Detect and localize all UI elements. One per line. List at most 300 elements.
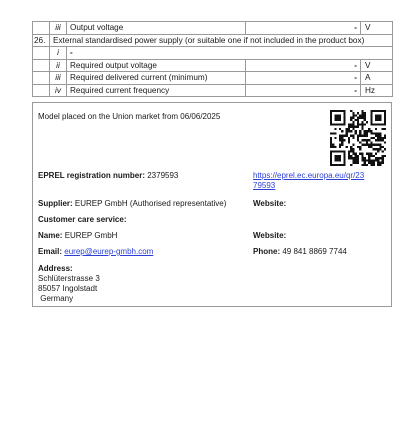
qr-module	[359, 141, 361, 143]
qr-module	[355, 114, 357, 116]
qr-module	[330, 150, 332, 152]
phone-value: 49 841 8869 7744	[282, 247, 347, 256]
qr-module	[377, 139, 379, 141]
qr-module	[373, 155, 375, 157]
supplier-row	[38, 199, 226, 209]
qr-module	[364, 119, 366, 121]
qr-module	[382, 128, 384, 130]
qr-module	[330, 164, 332, 166]
qr-module	[337, 110, 339, 112]
qr-module	[368, 159, 370, 161]
qr-module	[370, 110, 372, 112]
qr-module	[361, 164, 363, 166]
qr-module	[382, 146, 384, 148]
row-label: Required delivered current (minimum)	[67, 72, 246, 85]
qr-module	[348, 126, 350, 128]
phone-label: Phone:	[253, 247, 281, 256]
qr-module	[330, 146, 332, 148]
qr-module	[339, 144, 341, 146]
qr-module	[330, 159, 332, 161]
row-label: Required output voltage	[67, 59, 246, 72]
table-row	[33, 59, 393, 72]
qr-module	[357, 117, 359, 119]
row-number	[33, 47, 50, 60]
qr-module	[339, 114, 341, 116]
qr-module	[350, 126, 352, 128]
qr-module	[366, 159, 368, 161]
qr-module	[382, 137, 384, 139]
qr-module	[377, 132, 379, 134]
qr-module	[379, 157, 381, 159]
qr-module	[359, 135, 361, 137]
qr-module	[341, 139, 343, 141]
qr-module	[377, 148, 379, 150]
qr-module	[343, 123, 345, 125]
qr-module	[370, 141, 372, 143]
qr-module	[384, 128, 386, 130]
qr-module	[384, 137, 386, 139]
qr-module	[382, 157, 384, 159]
qr-module	[357, 135, 359, 137]
qr-module	[332, 123, 334, 125]
qr-module	[352, 114, 354, 116]
qr-module	[366, 130, 368, 132]
qr-module	[370, 162, 372, 164]
table-row	[33, 22, 393, 35]
qr-module	[384, 135, 386, 137]
qr-module	[382, 110, 384, 112]
qr-module	[375, 117, 377, 119]
qr-module	[348, 128, 350, 130]
row-subindex: ii	[50, 59, 67, 72]
qr-module	[366, 135, 368, 137]
qr-module	[352, 128, 354, 130]
qr-module	[375, 153, 377, 155]
qr-module	[361, 153, 363, 155]
qr-module	[379, 144, 381, 146]
qr-module	[384, 141, 386, 143]
qr-module	[361, 155, 363, 157]
supplier-info-box	[32, 102, 392, 307]
qr-module	[373, 110, 375, 112]
name-label: Name:	[38, 231, 63, 240]
row-subindex: iv	[50, 84, 67, 97]
qr-module	[373, 148, 375, 150]
qr-module	[368, 144, 370, 146]
qr-module	[334, 110, 336, 112]
qr-module	[350, 110, 352, 112]
qr-module	[346, 128, 348, 130]
qr-module	[350, 146, 352, 148]
qr-module	[355, 119, 357, 121]
qr-module	[370, 114, 372, 116]
qr-module	[343, 159, 345, 161]
qr-module	[339, 137, 341, 139]
qr-module	[357, 137, 359, 139]
qr-module	[370, 137, 372, 139]
qr-module	[359, 114, 361, 116]
address-label: Address:	[38, 264, 73, 273]
qr-module	[343, 150, 345, 152]
qr-module	[361, 114, 363, 116]
qr-module	[334, 146, 336, 148]
row-unit: Hz	[361, 84, 393, 97]
qr-module	[350, 164, 352, 166]
qr-module	[332, 146, 334, 148]
qr-module	[375, 114, 377, 116]
address-line: 85057 Ingolstadt	[38, 284, 98, 293]
qr-module	[330, 139, 332, 141]
row-value: -	[246, 84, 361, 97]
qr-module	[375, 148, 377, 150]
qr-module	[384, 110, 386, 112]
row-label: Required current frequency	[67, 84, 246, 97]
qr-module	[379, 135, 381, 137]
table-row	[33, 34, 393, 47]
qr-module	[384, 119, 386, 121]
qr-module	[355, 155, 357, 157]
qr-module	[373, 162, 375, 164]
qr-module	[359, 123, 361, 125]
qr-module	[368, 146, 370, 148]
qr-module	[377, 135, 379, 137]
qr-module	[352, 121, 354, 123]
row-value: -	[246, 72, 361, 85]
qr-module	[370, 153, 372, 155]
qr-module	[361, 112, 363, 114]
qr-module	[370, 123, 372, 125]
qr-module	[334, 157, 336, 159]
qr-module	[352, 159, 354, 161]
qr-module	[341, 144, 343, 146]
qr-module	[357, 112, 359, 114]
qr-module	[377, 159, 379, 161]
qr-module	[370, 130, 372, 132]
qr-module	[334, 119, 336, 121]
qr-module	[370, 132, 372, 134]
qr-module	[370, 112, 372, 114]
qr-module	[339, 150, 341, 152]
row-subindex: iii	[50, 22, 67, 35]
qr-module	[361, 157, 363, 159]
qr-module	[364, 144, 366, 146]
qr-module	[359, 132, 361, 134]
qr-module	[364, 157, 366, 159]
qr-module	[352, 135, 354, 137]
qr-module	[341, 110, 343, 112]
qr-module	[357, 123, 359, 125]
qr-module	[379, 132, 381, 134]
qr-module	[352, 148, 354, 150]
row-label: External standardised power supply (or suitable one if not included in the product box)	[50, 34, 393, 47]
qr-module	[337, 114, 339, 116]
qr-module	[341, 135, 343, 137]
qr-module	[375, 123, 377, 125]
qr-module	[382, 123, 384, 125]
table-row	[33, 84, 393, 97]
customer-care-heading: Customer care service:	[38, 215, 127, 224]
qr-module	[361, 135, 363, 137]
qr-module	[361, 128, 363, 130]
qr-module	[357, 162, 359, 164]
qr-module	[382, 139, 384, 141]
qr-module	[379, 162, 381, 164]
qr-module	[332, 144, 334, 146]
qr-module	[332, 164, 334, 166]
qr-module	[375, 132, 377, 134]
row-label: -	[67, 47, 393, 60]
qr-module	[384, 114, 386, 116]
qr-module	[368, 162, 370, 164]
qr-module	[348, 157, 350, 159]
qr-module	[330, 132, 332, 134]
qr-module	[370, 164, 372, 166]
qr-module	[330, 117, 332, 119]
qr-module	[348, 130, 350, 132]
qr-module	[330, 157, 332, 159]
qr-module	[352, 137, 354, 139]
qr-module	[377, 157, 379, 159]
row-number: 26.	[33, 34, 50, 47]
qr-module	[379, 139, 381, 141]
qr-module	[361, 123, 363, 125]
qr-module	[373, 123, 375, 125]
qr-module	[379, 148, 381, 150]
qr-module	[355, 126, 357, 128]
qr-module	[334, 137, 336, 139]
qr-module	[339, 128, 341, 130]
qr-module	[366, 141, 368, 143]
qr-module	[330, 110, 332, 112]
qr-module	[348, 141, 350, 143]
qr-module	[343, 164, 345, 166]
qr-module	[370, 146, 372, 148]
qr-module	[355, 157, 357, 159]
row-number	[33, 84, 50, 97]
qr-module	[373, 164, 375, 166]
qr-module	[364, 159, 366, 161]
qr-module	[361, 117, 363, 119]
qr-module	[368, 155, 370, 157]
qr-module	[366, 164, 368, 166]
qr-module	[373, 144, 375, 146]
qr-module	[361, 126, 363, 128]
qr-module	[361, 121, 363, 123]
eprel-label: EPREL registration number:	[38, 171, 145, 180]
qr-code-icon[interactable]	[330, 110, 386, 166]
qr-module	[339, 110, 341, 112]
eprel-link[interactable]	[253, 171, 364, 191]
qr-module	[359, 153, 361, 155]
qr-module	[364, 117, 366, 119]
qr-module	[375, 128, 377, 130]
qr-module	[341, 164, 343, 166]
qr-module	[364, 114, 366, 116]
qr-module	[337, 117, 339, 119]
qr-module	[352, 112, 354, 114]
name-row	[38, 231, 117, 241]
name-value: EUREP GmbH	[64, 231, 118, 240]
qr-module	[352, 117, 354, 119]
qr-module	[337, 123, 339, 125]
qr-module	[359, 148, 361, 150]
qr-module	[334, 132, 336, 134]
qr-module	[346, 146, 348, 148]
qr-module	[330, 144, 332, 146]
email-link[interactable]: eurep@eurep-gmbh.com	[64, 247, 154, 256]
qr-module	[382, 155, 384, 157]
qr-module	[364, 164, 366, 166]
qr-module	[366, 121, 368, 123]
qr-module	[355, 159, 357, 161]
eprel-link-line1: https://eprel.ec.europa.eu/qr/23	[253, 171, 365, 180]
qr-module	[332, 132, 334, 134]
qr-module	[350, 150, 352, 152]
qr-module	[375, 135, 377, 137]
row-unit: V	[361, 22, 393, 35]
qr-module	[375, 119, 377, 121]
qr-module	[379, 110, 381, 112]
supplier-label: Supplier:	[38, 199, 73, 208]
qr-module	[343, 119, 345, 121]
row-number	[33, 72, 50, 85]
qr-module	[368, 139, 370, 141]
qr-module	[359, 146, 361, 148]
qr-module	[359, 130, 361, 132]
qr-module	[357, 155, 359, 157]
qr-module	[330, 119, 332, 121]
qr-module	[359, 117, 361, 119]
qr-module	[373, 159, 375, 161]
email-row	[38, 247, 153, 257]
qr-module	[364, 139, 366, 141]
qr-module	[379, 137, 381, 139]
qr-module	[357, 146, 359, 148]
qr-module	[350, 123, 352, 125]
row-unit: A	[361, 72, 393, 85]
qr-module	[348, 150, 350, 152]
qr-module	[384, 121, 386, 123]
table-row	[33, 72, 393, 85]
qr-module	[339, 117, 341, 119]
website-label: Website:	[253, 231, 287, 240]
qr-module	[379, 114, 381, 116]
qr-module	[343, 157, 345, 159]
website-label: Website:	[253, 199, 287, 208]
qr-module	[377, 144, 379, 146]
qr-module	[341, 141, 343, 143]
qr-module	[339, 157, 341, 159]
qr-module	[346, 132, 348, 134]
qr-module	[339, 119, 341, 121]
qr-module	[384, 148, 386, 150]
qr-module	[352, 157, 354, 159]
qr-module	[352, 126, 354, 128]
qr-module	[373, 137, 375, 139]
qr-module	[375, 110, 377, 112]
qr-module	[384, 117, 386, 119]
qr-module	[375, 144, 377, 146]
qr-module	[348, 155, 350, 157]
qr-module	[352, 144, 354, 146]
qr-module	[339, 123, 341, 125]
qr-module	[382, 150, 384, 152]
qr-module	[350, 117, 352, 119]
qr-module	[364, 162, 366, 164]
qr-module	[330, 114, 332, 116]
qr-module	[370, 159, 372, 161]
qr-module	[379, 119, 381, 121]
qr-module	[379, 123, 381, 125]
qr-module	[343, 121, 345, 123]
qr-module	[377, 137, 379, 139]
qr-module	[330, 121, 332, 123]
email-label: Email:	[38, 247, 63, 256]
qr-module	[330, 155, 332, 157]
qr-module	[343, 117, 345, 119]
qr-module	[332, 150, 334, 152]
qr-module	[375, 159, 377, 161]
qr-module	[364, 135, 366, 137]
table-row	[33, 47, 393, 60]
qr-module	[350, 155, 352, 157]
qr-module	[377, 117, 379, 119]
qr-module	[366, 153, 368, 155]
qr-module	[350, 157, 352, 159]
qr-module	[357, 157, 359, 159]
qr-module	[334, 117, 336, 119]
qr-module	[343, 139, 345, 141]
qr-module	[361, 139, 363, 141]
qr-module	[377, 119, 379, 121]
row-unit: V	[361, 59, 393, 72]
qr-module	[343, 112, 345, 114]
qr-module	[334, 114, 336, 116]
qr-module	[368, 153, 370, 155]
qr-module	[357, 121, 359, 123]
qr-module	[377, 164, 379, 166]
row-value: -	[246, 59, 361, 72]
qr-module	[368, 157, 370, 159]
row-number	[33, 22, 50, 35]
qr-module	[375, 157, 377, 159]
qr-module	[373, 132, 375, 134]
qr-module	[366, 132, 368, 134]
qr-module	[337, 157, 339, 159]
qr-module	[346, 135, 348, 137]
qr-module	[375, 139, 377, 141]
qr-module	[352, 150, 354, 152]
qr-module	[343, 110, 345, 112]
qr-module	[346, 130, 348, 132]
row-number	[33, 59, 50, 72]
qr-module	[339, 164, 341, 166]
qr-module	[377, 110, 379, 112]
qr-module	[334, 128, 336, 130]
qr-module	[343, 135, 345, 137]
eprel-row	[38, 171, 178, 181]
qr-module	[384, 155, 386, 157]
qr-module	[382, 162, 384, 164]
qr-module	[368, 130, 370, 132]
qr-module	[350, 135, 352, 137]
qr-module	[370, 117, 372, 119]
eprel-link-line2: 79593	[253, 181, 276, 190]
qr-module	[337, 150, 339, 152]
qr-module	[339, 139, 341, 141]
qr-module	[355, 130, 357, 132]
qr-module	[377, 162, 379, 164]
